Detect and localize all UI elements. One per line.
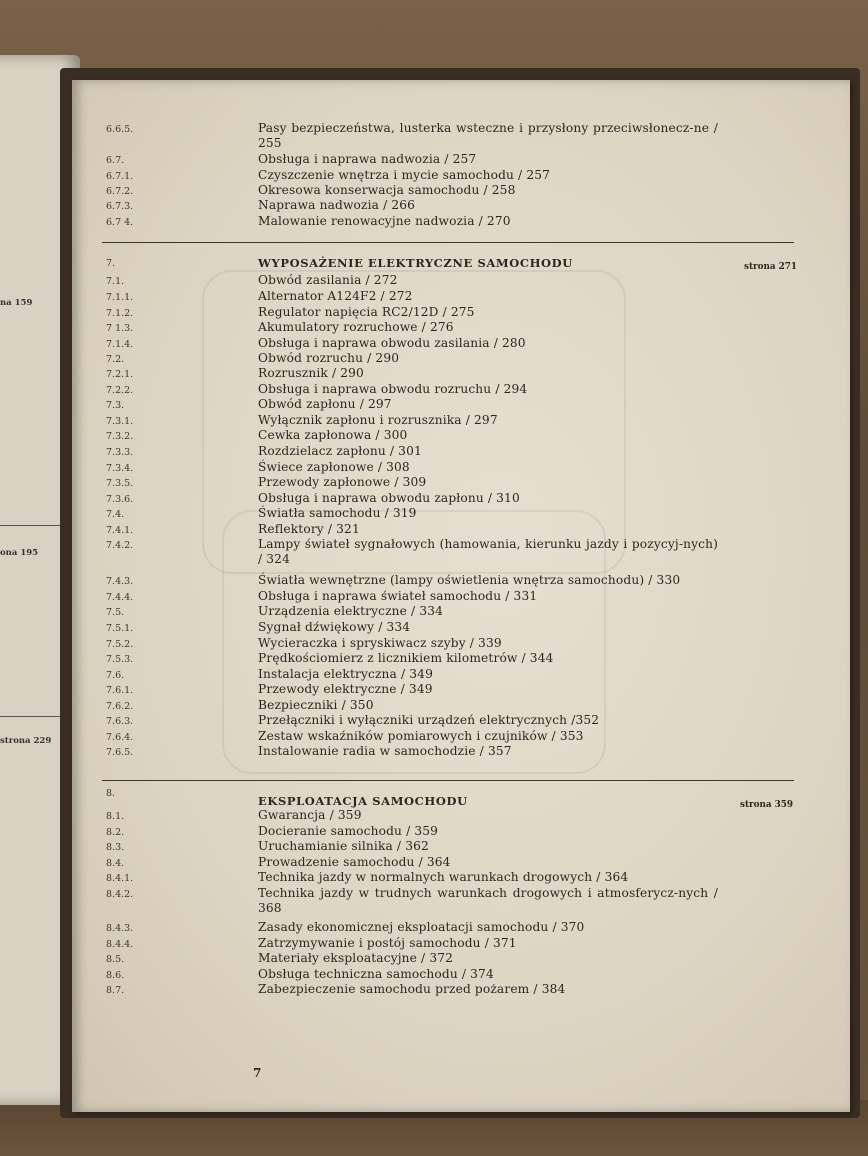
toc-entry-number: 6.7.3. bbox=[106, 201, 134, 212]
toc-entry-title: Czyszczenie wnętrza i mycie samochodu / 257 bbox=[258, 168, 551, 182]
toc-entry-number: 7.6.3. bbox=[106, 716, 134, 727]
left-page-label: na 159 bbox=[0, 298, 33, 308]
toc-entry-title: Naprawa nadwozia / 266 bbox=[258, 198, 416, 212]
toc-entry-number: 8.4. bbox=[106, 858, 125, 869]
toc-entry-title: Obsługa i naprawa obwodu zapłonu / 310 bbox=[258, 491, 520, 505]
toc-entry-title: Obwód rozruchu / 290 bbox=[258, 351, 400, 365]
toc-entry-number: 7.4.3. bbox=[106, 576, 134, 587]
toc-entry-number: 7.5.2. bbox=[106, 639, 134, 650]
section-divider bbox=[102, 242, 794, 243]
section-7-number: 7. bbox=[106, 258, 116, 269]
toc-entry-title: Zestaw wskaźników pomiarowych i czujników / 353 bbox=[258, 729, 584, 743]
toc-entry-number: 7.3.4. bbox=[106, 463, 134, 474]
toc-entry-number: 7.4. bbox=[106, 509, 125, 520]
left-page-rule bbox=[0, 716, 68, 717]
toc-entry-number: 7.3.3. bbox=[106, 447, 134, 458]
toc-entry-title: Technika jazdy w trudnych warunkach drogowych i atmosferycz-nych / 368 bbox=[258, 886, 718, 915]
toc-entry-title: Światła samochodu / 319 bbox=[258, 506, 417, 520]
toc-entry-title: Uruchamianie silnika / 362 bbox=[258, 839, 429, 853]
toc-entry-title: Świece zapłonowe / 308 bbox=[258, 460, 410, 474]
toc-entry-title: Światła wewnętrzne (lampy oświetlenia wnętrza samochodu) / 330 bbox=[258, 573, 681, 587]
toc-entry-number: 7.5.1. bbox=[106, 623, 134, 634]
toc-entry-title: Docieranie samochodu / 359 bbox=[258, 824, 439, 838]
toc-entry-title: Reflektory / 321 bbox=[258, 522, 360, 536]
toc-entry-title: Obsługa i naprawa obwodu rozruchu / 294 bbox=[258, 382, 528, 396]
toc-entry-title: Obsługa i naprawa nadwozia / 257 bbox=[258, 152, 477, 166]
toc-entry-number: 7.1.1. bbox=[106, 292, 134, 303]
toc-entry-number: 8.4.4. bbox=[106, 939, 134, 950]
toc-entry-number: 7.1. bbox=[106, 276, 125, 287]
toc-entry-number: 7.6.2. bbox=[106, 701, 134, 712]
toc-entry-title: Prędkościomierz z licznikiem kilometrów / 344 bbox=[258, 651, 554, 665]
toc-entry-number: 7.6.5. bbox=[106, 747, 134, 758]
page-number: 7 bbox=[253, 1066, 262, 1080]
toc-entry-title: Regulator napięcia RC2/12D / 275 bbox=[258, 305, 475, 319]
toc-entry-title: Cewka zapłonowa / 300 bbox=[258, 428, 408, 442]
toc-entry-number: 6.6.5. bbox=[106, 124, 134, 135]
toc-entry-title: Instalowanie radia w samochodzie / 357 bbox=[258, 744, 512, 758]
toc-entry-number: 7.3. bbox=[106, 400, 125, 411]
toc-entry-number: 8.6. bbox=[106, 970, 125, 981]
toc-entry-number: 7.6. bbox=[106, 670, 125, 681]
toc-entry-number: 7.1.2. bbox=[106, 308, 134, 319]
toc-entry-number: 7.6.4. bbox=[106, 732, 134, 743]
toc-entry-title: Obwód zapłonu / 297 bbox=[258, 397, 392, 411]
toc-entry-title: Prowadzenie samochodu / 364 bbox=[258, 855, 451, 869]
section-8-heading: EKSPLOATACJA SAMOCHODU bbox=[258, 794, 468, 808]
toc-entry-number: 7.6.1. bbox=[106, 685, 134, 696]
toc-entry-title: Alternator A124F2 / 272 bbox=[258, 289, 413, 303]
toc-entry-number: 8.1. bbox=[106, 811, 125, 822]
toc-entry-title: Wyłącznik zapłonu i rozrusznika / 297 bbox=[258, 413, 498, 427]
toc-entry-number: 8.3. bbox=[106, 842, 125, 853]
section-7-heading: WYPOSAŻENIE ELEKTRYCZNE SAMOCHODU bbox=[258, 256, 573, 270]
toc-entry-title: Okresowa konserwacja samochodu / 258 bbox=[258, 183, 516, 197]
left-page-label: strona 229 bbox=[0, 736, 52, 746]
toc-entry-number: 7.3.2. bbox=[106, 431, 134, 442]
toc-entry-number: 7.4.4. bbox=[106, 592, 134, 603]
toc-entry-number: 6.7.1. bbox=[106, 171, 134, 182]
toc-entry-title: Urządzenia elektryczne / 334 bbox=[258, 604, 444, 618]
toc-entry-number: 6.7 4. bbox=[106, 217, 134, 228]
section-divider bbox=[102, 780, 794, 781]
toc-entry-title: Przewody zapłonowe / 309 bbox=[258, 475, 427, 489]
left-page-rule bbox=[0, 525, 68, 526]
toc-entry-title: Obwód zasilania / 272 bbox=[258, 273, 398, 287]
toc-entry-title: Zabezpieczenie samochodu przed pożarem / 384 bbox=[258, 982, 566, 996]
toc-entry-title: Wycieraczka i spryskiwacz szyby / 339 bbox=[258, 636, 502, 650]
toc-entry-title: Przewody elektryczne / 349 bbox=[258, 682, 433, 696]
toc-entry-number: 8.7. bbox=[106, 985, 125, 996]
toc-entry-number: 8.4.2. bbox=[106, 889, 134, 900]
toc-entry-title: Zasady ekonomicznej eksploatacji samochodu / 370 bbox=[258, 920, 585, 934]
toc-entry-title: Obsługa i naprawa obwodu zasilania / 280 bbox=[258, 336, 526, 350]
toc-entry-title: Sygnał dźwiękowy / 334 bbox=[258, 620, 411, 634]
toc-entry-number: 8.4.3. bbox=[106, 923, 134, 934]
toc-entry-title: Technika jazdy w normalnych warunkach drogowych / 364 bbox=[258, 870, 629, 884]
section-8-number: 8. bbox=[106, 788, 116, 799]
toc-entry-number: 7 1.3. bbox=[106, 323, 134, 334]
section-7-page-ref: strona 271 bbox=[744, 262, 798, 272]
toc-entry-number: 7.3.1. bbox=[106, 416, 134, 427]
toc-entry-number: 7.2.1. bbox=[106, 369, 134, 380]
toc-entry-title: Rozrusznik / 290 bbox=[258, 366, 364, 380]
toc-entry-title: Akumulatory rozruchowe / 276 bbox=[258, 320, 454, 334]
toc-entry-number: 7.4.2. bbox=[106, 540, 134, 551]
toc-entry-title: Przełączniki i wyłączniki urządzeń elektrycznych /352 bbox=[258, 713, 600, 727]
toc-entry-number: 8.5. bbox=[106, 954, 125, 965]
toc-entry-title: Gwarancja / 359 bbox=[258, 808, 362, 822]
toc-entry-title: Pasy bezpieczeństwa, lusterka wsteczne i przysłony przeciwsłonecz-ne / 255 bbox=[258, 121, 718, 150]
toc-entry-title: Bezpieczniki / 350 bbox=[258, 698, 374, 712]
toc-entry-number: 7.3.5. bbox=[106, 478, 134, 489]
toc-entry-title: Malowanie renowacyjne nadwozia / 270 bbox=[258, 214, 511, 228]
toc-entry-number: 6.7. bbox=[106, 155, 125, 166]
toc-entry-number: 7.5. bbox=[106, 607, 125, 618]
toc-entry-number: 7.2. bbox=[106, 354, 125, 365]
toc-entry-title: Instalacja elektryczna / 349 bbox=[258, 667, 433, 681]
toc-entry-number: 7.5.3. bbox=[106, 654, 134, 665]
toc-entry-title: Materiały eksploatacyjne / 372 bbox=[258, 951, 454, 965]
toc-entry-number: 7.3.6. bbox=[106, 494, 134, 505]
section-8-page-ref: strona 359 bbox=[740, 800, 794, 810]
toc-entry-number: 6.7.2. bbox=[106, 186, 134, 197]
toc-entry-title: Obsługa i naprawa świateł samochodu / 331 bbox=[258, 589, 538, 603]
toc-entry-title: Zatrzymywanie i postój samochodu / 371 bbox=[258, 936, 517, 950]
toc-entry-number: 7.2.2. bbox=[106, 385, 134, 396]
toc-entry-number: 7.1.4. bbox=[106, 339, 134, 350]
toc-entry-number: 8.4.1. bbox=[106, 873, 134, 884]
toc-page bbox=[72, 80, 850, 1112]
left-page-label: ona 195 bbox=[0, 548, 39, 558]
toc-entry-number: 8.2. bbox=[106, 827, 125, 838]
toc-entry-title: Rozdzielacz zapłonu / 301 bbox=[258, 444, 422, 458]
toc-entry-title: Lampy świateł sygnałowych (hamowania, kierunku jazdy i pozycyj-nych) / 324 bbox=[258, 537, 718, 566]
toc-entry-number: 7.4.1. bbox=[106, 525, 134, 536]
toc-entry-title: Obsługa techniczna samochodu / 374 bbox=[258, 967, 494, 981]
